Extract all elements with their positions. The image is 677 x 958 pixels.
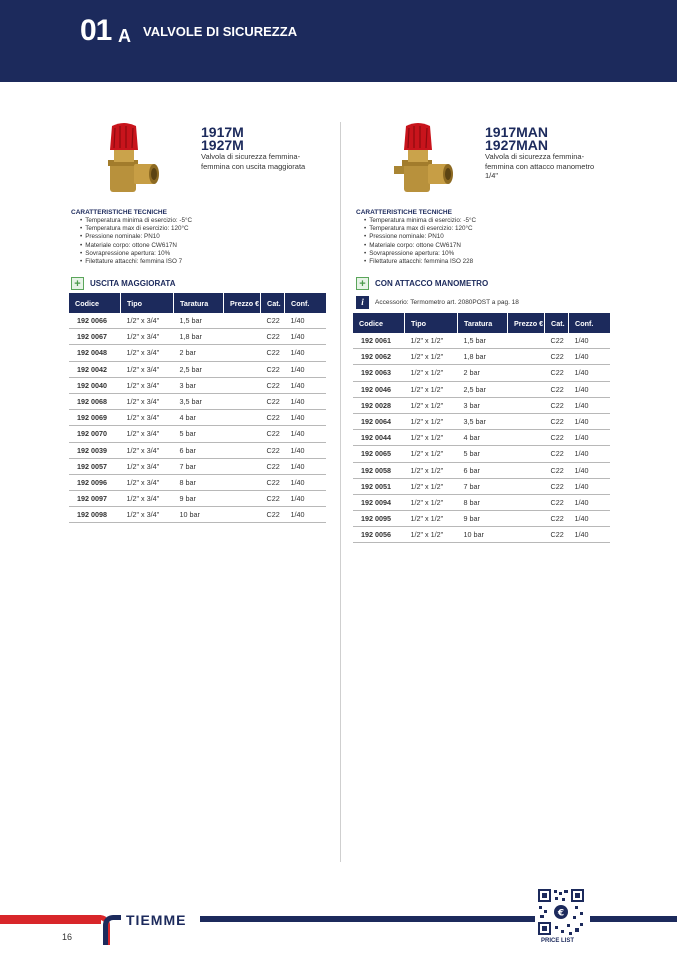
column-header: Taratura	[174, 293, 224, 313]
table-row	[353, 365, 610, 381]
table-row	[353, 430, 610, 446]
table-cell	[508, 462, 545, 478]
table-cell	[224, 410, 261, 426]
table-cell: 1/40	[569, 478, 611, 494]
tech-item: • Filettature attacchi: femmina ISO 7	[80, 258, 192, 266]
table-row	[69, 491, 326, 507]
brand-logo: TIEMME	[126, 912, 187, 928]
table-cell	[508, 527, 545, 543]
plus-icon: +	[71, 277, 84, 290]
table-cell: C22	[545, 381, 569, 397]
table-cell: 1/40	[285, 410, 327, 426]
table-cell: 3 bar	[174, 377, 224, 393]
table-row	[69, 458, 326, 474]
table-cell: 7 bar	[174, 458, 224, 474]
table-cell: 1/40	[569, 430, 611, 446]
table-cell: 1/2" x 3/4"	[121, 426, 174, 442]
table-cell: 8 bar	[174, 474, 224, 490]
column-header: Conf.	[285, 293, 327, 313]
table-row	[353, 413, 610, 429]
table-cell: C22	[261, 474, 285, 490]
table-cell: 1/40	[569, 511, 611, 527]
table-cell	[508, 494, 545, 510]
tech-item: • Temperatura max di esercizio: 120°C	[80, 225, 192, 233]
table-cell: 6 bar	[458, 462, 508, 478]
table-cell: 1/40	[285, 377, 327, 393]
page-number: 16	[62, 932, 73, 942]
table-cell	[508, 365, 545, 381]
table-cell: 1/2" x 3/4"	[121, 313, 174, 329]
table-cell: 1/2" x 1/2"	[405, 381, 458, 397]
table-cell: C22	[261, 507, 285, 523]
table-cell: 3,5 bar	[174, 393, 224, 409]
table-cell: 1/2" x 1/2"	[405, 511, 458, 527]
table-cell	[508, 478, 545, 494]
table-cell: 9 bar	[458, 511, 508, 527]
tech-item: • Pressione nominale: PN10	[80, 233, 192, 241]
tech-title: CARATTERISTICHE TECNICHE	[356, 209, 452, 216]
footer-navy-line	[200, 916, 535, 922]
column-header: Conf.	[569, 313, 611, 333]
product-code-cell: 192 0094	[353, 494, 405, 510]
section-heading	[356, 277, 488, 290]
product-code-cell: 192 0097	[69, 491, 121, 507]
table-cell: 1/2" x 1/2"	[405, 413, 458, 429]
table-cell: 1/2" x 1/2"	[405, 349, 458, 365]
table-cell: C22	[545, 511, 569, 527]
table-cell: 1/2" x 1/2"	[405, 365, 458, 381]
table-cell: C22	[261, 393, 285, 409]
table-cell: 1,5 bar	[458, 333, 508, 349]
table-cell: 1/40	[285, 361, 327, 377]
price-table	[353, 313, 610, 543]
product-code-cell: 192 0046	[353, 381, 405, 397]
table-cell: 2 bar	[458, 365, 508, 381]
table-header-row	[353, 313, 610, 333]
table-row	[69, 345, 326, 361]
chapter-number: 01	[80, 14, 112, 47]
table-cell: 1/40	[569, 381, 611, 397]
table-cell: C22	[545, 446, 569, 462]
table-cell	[508, 381, 545, 397]
product-description: Valvola di sicurezza femmina-femmina con uscita maggiorata	[201, 152, 306, 171]
tech-item: • Materiale corpo: ottone CW617N	[364, 242, 476, 250]
column-header: Codice	[353, 313, 405, 333]
product-code: 1927M	[201, 137, 244, 153]
table-cell: 1/40	[285, 345, 327, 361]
table-cell: 1/40	[285, 329, 327, 345]
column-header: Taratura	[458, 313, 508, 333]
table-cell: C22	[261, 410, 285, 426]
product-code-cell: 192 0065	[353, 446, 405, 462]
column-header: Tipo	[405, 313, 458, 333]
table-cell: 2,5 bar	[174, 361, 224, 377]
table-row	[353, 397, 610, 413]
table-cell: C22	[545, 430, 569, 446]
table-cell: 10 bar	[174, 507, 224, 523]
tech-item: • Sovrapressione apertura: 10%	[364, 250, 476, 258]
tech-item: • Temperatura max di esercizio: 120°C	[364, 225, 476, 233]
footer-navy-line	[590, 916, 677, 922]
footer-navy-curve	[103, 915, 121, 945]
product-code-cell: 192 0058	[353, 462, 405, 478]
table-cell: 1/40	[285, 491, 327, 507]
product-code-cell: 192 0056	[353, 527, 405, 543]
table-cell	[224, 442, 261, 458]
accessory-note	[356, 296, 519, 309]
table-cell: 1/2" x 1/2"	[405, 462, 458, 478]
table-cell: 4 bar	[174, 410, 224, 426]
product-code: 1917MAN	[485, 124, 549, 140]
tech-list	[80, 217, 192, 266]
table-cell	[508, 333, 545, 349]
table-cell: 1/40	[569, 446, 611, 462]
table-cell: 1/40	[569, 527, 611, 543]
safety-valve-manometer-image	[392, 120, 456, 196]
qr-code-icon[interactable]	[537, 888, 585, 936]
table-cell: 3,5 bar	[458, 413, 508, 429]
table-cell: 1/2" x 3/4"	[121, 393, 174, 409]
product-code-cell: 192 0048	[69, 345, 121, 361]
svg-text:€: €	[557, 908, 565, 919]
tech-title: CARATTERISTICHE TECNICHE	[71, 209, 167, 216]
table-cell	[224, 361, 261, 377]
table-row	[353, 494, 610, 510]
chapter-letter: A	[118, 26, 131, 46]
tech-item: • Materiale corpo: ottone CW617N	[80, 242, 192, 250]
table-cell	[224, 491, 261, 507]
column-header: Prezzo €	[508, 313, 545, 333]
table-cell: 10 bar	[458, 527, 508, 543]
table-cell: C22	[261, 377, 285, 393]
table-cell: 1/2" x 3/4"	[121, 361, 174, 377]
column-header: Prezzo €	[224, 293, 261, 313]
table-cell: C22	[261, 313, 285, 329]
plus-icon: +	[356, 277, 369, 290]
table-cell: C22	[261, 426, 285, 442]
info-icon: i	[356, 296, 369, 309]
product-code-cell: 192 0069	[69, 410, 121, 426]
column-header: Cat.	[261, 293, 285, 313]
table-row	[69, 410, 326, 426]
product-code-cell: 192 0098	[69, 507, 121, 523]
table-cell: C22	[545, 478, 569, 494]
product-code-cell: 192 0067	[69, 329, 121, 345]
table-cell: C22	[261, 345, 285, 361]
product-code: 1917M	[201, 124, 244, 140]
table-cell: 1/40	[285, 442, 327, 458]
table-cell: 1/2" x 3/4"	[121, 377, 174, 393]
product-code-cell: 192 0068	[69, 393, 121, 409]
product-code-cell: 192 0044	[353, 430, 405, 446]
table-cell: 1/40	[569, 413, 611, 429]
safety-valve-image	[98, 120, 162, 196]
table-cell	[508, 413, 545, 429]
table-cell: C22	[261, 329, 285, 345]
qr-label: PRICE LIST	[541, 938, 575, 944]
table-cell: 1/2" x 3/4"	[121, 458, 174, 474]
table-cell: 1/2" x 1/2"	[405, 478, 458, 494]
table-row	[69, 474, 326, 490]
table-cell: 2 bar	[174, 345, 224, 361]
table-cell: C22	[261, 361, 285, 377]
tech-item: • Sovrapressione apertura: 10%	[80, 250, 192, 258]
table-row	[353, 527, 610, 543]
table-cell: 1/40	[285, 313, 327, 329]
table-cell: 6 bar	[174, 442, 224, 458]
table-cell: C22	[545, 494, 569, 510]
table-row	[69, 426, 326, 442]
table-cell	[508, 446, 545, 462]
section-label: USCITA MAGGIORATA	[90, 279, 176, 288]
table-cell: 1/2" x 3/4"	[121, 491, 174, 507]
table-cell: 5 bar	[174, 426, 224, 442]
table-cell	[224, 474, 261, 490]
product-code-cell: 192 0064	[353, 413, 405, 429]
table-cell	[224, 329, 261, 345]
table-cell: 1/2" x 3/4"	[121, 410, 174, 426]
table-row	[353, 349, 610, 365]
table-cell: 1/40	[285, 393, 327, 409]
tech-item: • Temperatura minima di esercizio: -5°C	[364, 217, 476, 225]
table-cell: C22	[545, 462, 569, 478]
table-row	[69, 442, 326, 458]
table-cell: 1/2" x 1/2"	[405, 430, 458, 446]
product-code-cell: 192 0096	[69, 474, 121, 490]
table-row	[69, 377, 326, 393]
price-table	[69, 293, 326, 523]
table-cell: 1/2" x 3/4"	[121, 474, 174, 490]
column-header: Codice	[69, 293, 121, 313]
section-heading	[71, 277, 175, 290]
product-code-cell: 192 0063	[353, 365, 405, 381]
chapter-title: VALVOLE DI SICUREZZA	[143, 24, 298, 39]
column-header: Tipo	[121, 293, 174, 313]
table-cell: 1/2" x 1/2"	[405, 446, 458, 462]
table-cell: 1,5 bar	[174, 313, 224, 329]
table-row	[353, 381, 610, 397]
product-code-cell: 192 0042	[69, 361, 121, 377]
table-row	[69, 329, 326, 345]
table-cell	[224, 345, 261, 361]
table-row	[353, 478, 610, 494]
section-label: CON ATTACCO MANOMETRO	[375, 279, 489, 288]
table-cell: 1/2" x 1/2"	[405, 527, 458, 543]
table-cell: 1/40	[285, 426, 327, 442]
table-cell: C22	[545, 365, 569, 381]
table-cell: C22	[261, 442, 285, 458]
table-cell: 2,5 bar	[458, 381, 508, 397]
table-cell: C22	[545, 397, 569, 413]
table-cell: 1/40	[569, 333, 611, 349]
column-header: Cat.	[545, 313, 569, 333]
table-row	[353, 511, 610, 527]
table-cell: 1/40	[569, 494, 611, 510]
footer-red-band	[0, 915, 101, 924]
accessory-note-text: Accessorio: Termometro art. 2080POST a pag. 18	[375, 299, 519, 306]
table-cell: 1/2" x 3/4"	[121, 442, 174, 458]
table-cell: 1,8 bar	[174, 329, 224, 345]
table-cell: 1/2" x 3/4"	[121, 507, 174, 523]
table-cell	[508, 511, 545, 527]
table-cell: 5 bar	[458, 446, 508, 462]
product-code-cell: 192 0066	[69, 313, 121, 329]
tech-item: • Filettature attacchi: femmina ISO 228	[364, 258, 476, 266]
table-cell: 9 bar	[174, 491, 224, 507]
table-cell: 1/2" x 3/4"	[121, 329, 174, 345]
table-cell: 1/2" x 1/2"	[405, 333, 458, 349]
table-row	[69, 361, 326, 377]
product-code-cell: 192 0028	[353, 397, 405, 413]
table-cell: 1/40	[569, 349, 611, 365]
tech-list	[364, 217, 476, 266]
table-cell: 3 bar	[458, 397, 508, 413]
table-cell: 4 bar	[458, 430, 508, 446]
product-code-cell: 192 0057	[69, 458, 121, 474]
table-row	[69, 507, 326, 523]
table-cell: C22	[545, 527, 569, 543]
table-row	[69, 313, 326, 329]
table-cell: 1,8 bar	[458, 349, 508, 365]
table-cell: 1/40	[285, 507, 327, 523]
product-code-cell: 192 0061	[353, 333, 405, 349]
table-cell	[508, 430, 545, 446]
table-cell: 1/40	[569, 397, 611, 413]
table-cell	[224, 393, 261, 409]
table-header-row	[69, 293, 326, 313]
table-row	[353, 333, 610, 349]
table-row	[353, 446, 610, 462]
column-divider	[340, 122, 341, 862]
product-code-cell: 192 0051	[353, 478, 405, 494]
table-cell	[508, 397, 545, 413]
table-cell	[224, 458, 261, 474]
product-code-cell: 192 0040	[69, 377, 121, 393]
table-cell: 7 bar	[458, 478, 508, 494]
table-cell: 1/40	[569, 462, 611, 478]
tech-item: • Temperatura minima di esercizio: -5°C	[80, 217, 192, 225]
table-cell: 1/40	[569, 365, 611, 381]
tech-item: • Pressione nominale: PN10	[364, 233, 476, 241]
table-cell	[508, 349, 545, 365]
product-description: Valvola di sicurezza femmina-femmina con attacco manometro 1/4"	[485, 152, 595, 180]
table-cell	[224, 313, 261, 329]
product-code-cell: 192 0039	[69, 442, 121, 458]
table-row	[69, 393, 326, 409]
page-header	[0, 0, 677, 82]
table-cell: C22	[261, 491, 285, 507]
product-code-cell: 192 0095	[353, 511, 405, 527]
table-cell: 1/2" x 3/4"	[121, 345, 174, 361]
table-cell	[224, 507, 261, 523]
table-cell	[224, 377, 261, 393]
product-code-cell: 192 0062	[353, 349, 405, 365]
table-cell: 1/2" x 1/2"	[405, 397, 458, 413]
table-cell	[224, 426, 261, 442]
table-cell: 1/40	[285, 474, 327, 490]
product-code-cell: 192 0070	[69, 426, 121, 442]
table-cell: 1/2" x 1/2"	[405, 494, 458, 510]
table-cell: 1/40	[285, 458, 327, 474]
product-code: 1927MAN	[485, 137, 549, 153]
table-cell: C22	[545, 333, 569, 349]
table-cell: C22	[261, 458, 285, 474]
table-cell: C22	[545, 349, 569, 365]
table-row	[353, 462, 610, 478]
table-cell: 8 bar	[458, 494, 508, 510]
table-cell: C22	[545, 413, 569, 429]
